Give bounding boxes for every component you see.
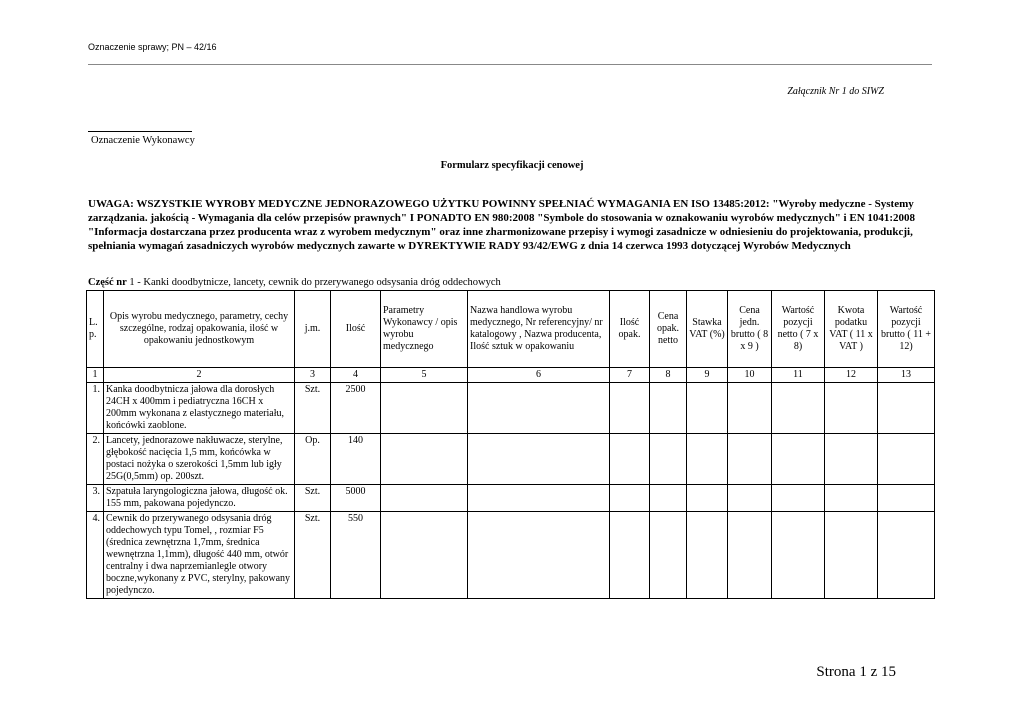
row-quantity: 2500 [331, 383, 381, 434]
header-quantity: Ilość [331, 291, 381, 368]
column-number: 12 [825, 368, 878, 383]
header-description: Opis wyrobu medycznego, parametry, cechy szczególne, rodzaj opakowania, ilość w opakowaniu jednostkowym [104, 291, 295, 368]
cell-trade-name[interactable] [468, 434, 610, 485]
cell-contractor-params[interactable] [381, 383, 468, 434]
column-number: 11 [772, 368, 825, 383]
row-lp: 1. [87, 383, 104, 434]
cell-unit-gross-price[interactable] [728, 512, 772, 599]
column-number: 3 [295, 368, 331, 383]
row-unit: Op. [295, 434, 331, 485]
row-description: Kanka doodbytnicza jałowa dla dorosłych 24CH x 400mm i pediatryczna 16CH x 200mm wykonana z elastycznego materiału, końcówki zaoblone. [104, 383, 295, 434]
cell-vat-rate[interactable] [687, 383, 728, 434]
cell-net-value[interactable] [772, 512, 825, 599]
cell-vat-rate[interactable] [687, 485, 728, 512]
header-unit-gross-price: Cena jedn. brutto ( 8 x 9 ) [728, 291, 772, 368]
contractor-signature-line [88, 131, 192, 132]
header-package-net-price: Cena opak. netto [650, 291, 687, 368]
cell-package-qty[interactable] [610, 434, 650, 485]
column-number: 1 [87, 368, 104, 383]
part-description: 1 - Kanki doodbytnicze, lancety, cewnik do przerywanego odsysania dróg oddechowych [129, 277, 501, 288]
cell-package-net-price[interactable] [650, 512, 687, 599]
header-net-value: Wartość pozycji netto ( 7 x 8) [772, 291, 825, 368]
part-label: Część nr [88, 277, 127, 288]
header-unit: j.m. [295, 291, 331, 368]
part-heading [88, 277, 501, 288]
cell-net-value[interactable] [772, 434, 825, 485]
cell-net-value[interactable] [772, 383, 825, 434]
table-row [87, 383, 935, 434]
column-number: 8 [650, 368, 687, 383]
cell-trade-name[interactable] [468, 512, 610, 599]
row-lp: 3. [87, 485, 104, 512]
header-vat-rate: Stawka VAT (%) [687, 291, 728, 368]
row-unit: Szt. [295, 383, 331, 434]
price-specification-table [86, 290, 935, 599]
cell-unit-gross-price[interactable] [728, 383, 772, 434]
cell-contractor-params[interactable] [381, 485, 468, 512]
row-description: Cewnik do przerywanego odsysania dróg oddechowych typu Tomel, , rozmiar F5 (średnica zewnętrzna 1,7mm, średnica wewnętrzna 1,1mm), długość 440 mm, otwór centralny i dwa naprzemianlegle otwory boczne,wykonany z PVC, sterylny, pakowany pojedynczo. [104, 512, 295, 599]
column-number: 5 [381, 368, 468, 383]
column-number: 2 [104, 368, 295, 383]
header-vat-amount: Kwota podatku VAT ( 11 x VAT ) [825, 291, 878, 368]
table-row [87, 512, 935, 599]
row-quantity: 5000 [331, 485, 381, 512]
row-quantity: 550 [331, 512, 381, 599]
cell-vat-amount[interactable] [825, 383, 878, 434]
cell-net-value[interactable] [772, 485, 825, 512]
cell-vat-rate[interactable] [687, 512, 728, 599]
cell-vat-amount[interactable] [825, 434, 878, 485]
row-description: Szpatuła laryngologiczna jałowa, długość ok. 155 mm, pakowana pojedynczo. [104, 485, 295, 512]
column-number-row [87, 368, 935, 383]
column-number: 9 [687, 368, 728, 383]
cell-vat-amount[interactable] [825, 512, 878, 599]
row-quantity: 140 [331, 434, 381, 485]
annex-label: Załącznik Nr 1 do SIWZ [787, 86, 884, 97]
header-contractor-params: Parametry Wykonawcy / opis wyrobu medycznego [381, 291, 468, 368]
header-gross-value: Wartość pozycji brutto ( 11 + 12) [878, 291, 935, 368]
column-number: 10 [728, 368, 772, 383]
cell-gross-value[interactable] [878, 485, 935, 512]
cell-contractor-params[interactable] [381, 512, 468, 599]
cell-gross-value[interactable] [878, 512, 935, 599]
table-row [87, 434, 935, 485]
cell-vat-amount[interactable] [825, 485, 878, 512]
header-divider [88, 64, 932, 65]
row-description: Lancety, jednorazowe nakłuwacze, sterylne, głębokość nacięcia 1,5 mm, końcówka w postaci nożyka o szerokości 1,5mm lub igły 25G(0,5mm) op. 200szt. [104, 434, 295, 485]
cell-package-qty[interactable] [610, 512, 650, 599]
row-lp: 2. [87, 434, 104, 485]
header-trade-name: Nazwa handlowa wyrobu medycznego, Nr referencyjny/ nr katalogowy , Nazwa producenta, Ilość sztuk w opakowaniu [468, 291, 610, 368]
cell-package-qty[interactable] [610, 485, 650, 512]
row-unit: Szt. [295, 512, 331, 599]
cell-package-net-price[interactable] [650, 485, 687, 512]
case-reference: Oznaczenie sprawy; PN – 42/16 [88, 42, 217, 52]
page-number: Strona 1 z 15 [816, 664, 896, 680]
column-number: 4 [331, 368, 381, 383]
cell-unit-gross-price[interactable] [728, 434, 772, 485]
cell-gross-value[interactable] [878, 434, 935, 485]
header-lp: L. p. [87, 291, 104, 368]
column-number: 6 [468, 368, 610, 383]
table-row [87, 485, 935, 512]
cell-package-net-price[interactable] [650, 434, 687, 485]
column-number: 7 [610, 368, 650, 383]
table-header-row [87, 291, 935, 368]
row-lp: 4. [87, 512, 104, 599]
requirements-notice: UWAGA: WSZYSTKIE WYROBY MEDYCZNE JEDNORAZOWEGO UŻYTKU POWINNY SPEŁNIAĆ WYMAGANIA EN ISO 13485:2012: "Wyroby medyczne - Systemy zarządzania. jakością - Wymagania dla celów przepisów prawnych" I PONADTO EN 980:2008 "Symbole do stosowania w oznakowaniu wyrobów medycznych" i EN 1041:2008 "Informacja dostarczana przez producenta wraz z wyrobem medycznym" oraz inne zharmonizowane przepisy i wymogi zasadnicze w odniesieniu do projektowania, produkcji, spełniania wymagań zasadniczych wyrobów medycznych zawarte w DYREKTYWIE RADY 93/42/EWG z dnia 14 czerwca 1993 dotyczącej Wyrobów Medycznych [88, 198, 916, 252]
row-unit: Szt. [295, 485, 331, 512]
header-package-qty: Ilość opak. [610, 291, 650, 368]
column-number: 13 [878, 368, 935, 383]
cell-contractor-params[interactable] [381, 434, 468, 485]
contractor-label: Oznaczenie Wykonawcy [91, 135, 195, 146]
cell-trade-name[interactable] [468, 485, 610, 512]
form-title: Formularz specyfikacji cenowej [440, 160, 584, 171]
cell-trade-name[interactable] [468, 383, 610, 434]
cell-unit-gross-price[interactable] [728, 485, 772, 512]
cell-gross-value[interactable] [878, 383, 935, 434]
cell-package-qty[interactable] [610, 383, 650, 434]
cell-vat-rate[interactable] [687, 434, 728, 485]
cell-package-net-price[interactable] [650, 383, 687, 434]
